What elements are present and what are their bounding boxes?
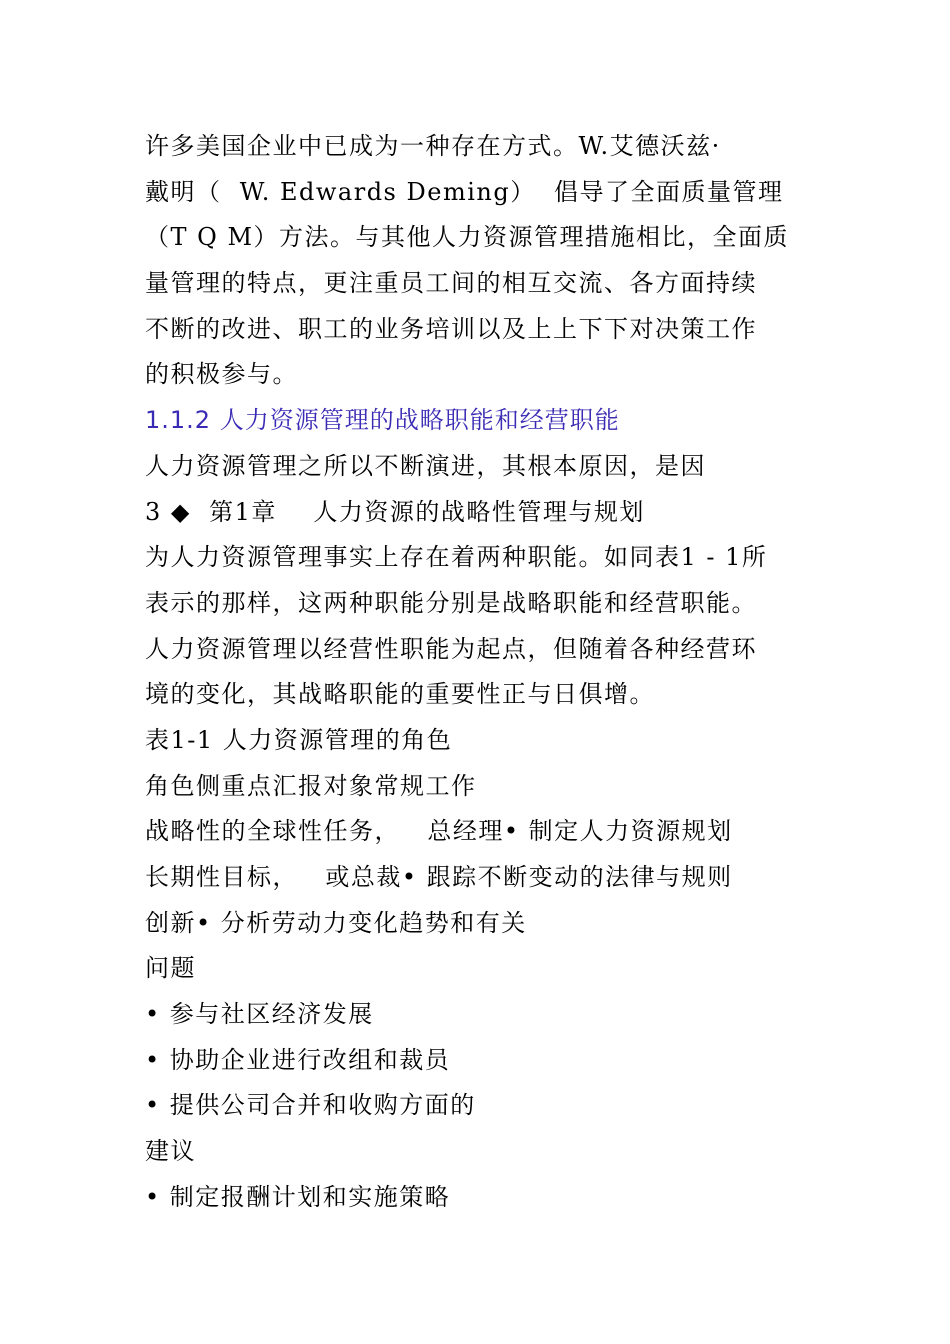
table-row-line: 建议 <box>145 1137 196 1166</box>
document-page <box>145 124 845 1221</box>
paragraph-line: 戴明（ W. Edwards Deming） 倡导了全面质量管理 <box>145 177 784 206</box>
table-row-line: 战略性的全球性任务， 总经理• 制定人力资源规划 <box>145 817 733 846</box>
paragraph-line: （T Q M）方法。与其他人力资源管理措施相比，全面质 <box>145 223 790 252</box>
paragraph-line: 人力资源管理之所以不断演进，其根本原因，是因 <box>145 451 706 480</box>
table-header-line: 角色侧重点汇报对象常规工作 <box>145 771 477 800</box>
paragraph-line: 不断的改进、职工的业务培训以及上上下下对决策工作 <box>145 314 757 343</box>
table-row-line: 创新• 分析劳动力变化趋势和有关 <box>145 908 527 937</box>
bullet-item: • 协助企业进行改组和裁员 <box>145 1045 451 1074</box>
paragraph-line: 人力资源管理以经营性职能为起点，但随着各种经营环 <box>145 634 757 663</box>
table-caption: 表1-1 人力资源管理的角色 <box>145 725 453 754</box>
bullet-item: • 参与社区经济发展 <box>145 1000 374 1029</box>
paragraph-line: 量管理的特点，更注重员工间的相互交流、各方面持续 <box>145 269 757 298</box>
paragraph-line: 境的变化，其战略职能的重要性正与日俱增。 <box>145 680 655 709</box>
section-heading: 1.1.2 人力资源管理的战略职能和经营职能 <box>145 406 620 435</box>
paragraph-line: 的积极参与。 <box>145 360 298 389</box>
bullet-item: • 制定报酬计划和实施策略 <box>145 1182 451 1211</box>
paragraph-line: 为人力资源管理事实上存在着两种职能。如同表1 - 1所 <box>145 543 768 572</box>
table-row-line: 问题 <box>145 954 196 983</box>
paragraph-line: 许多美国企业中已成为一种存在方式。W.艾德沃兹· <box>145 132 721 160</box>
bullet-item: • 提供公司合并和收购方面的 <box>145 1091 476 1120</box>
table-row-line: 长期性目标， 或总裁• 跟踪不断变动的法律与规则 <box>145 863 733 891</box>
paragraph-line: 表示的那样，这两种职能分别是战略职能和经营职能。 <box>145 588 757 617</box>
page-header-line: 3 ◆ 第1章 人力资源的战略性管理与规划 <box>145 497 645 526</box>
